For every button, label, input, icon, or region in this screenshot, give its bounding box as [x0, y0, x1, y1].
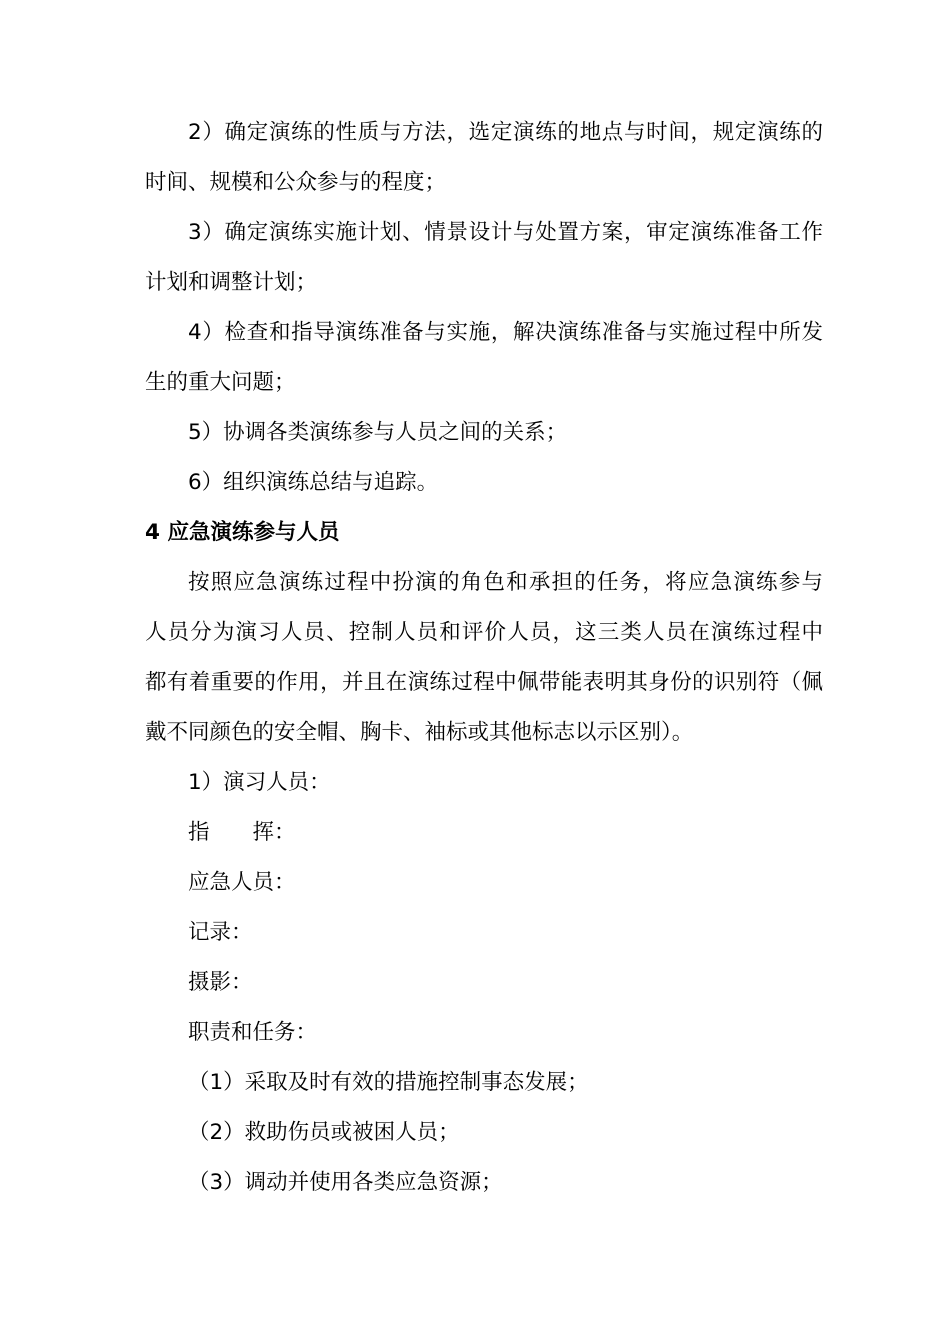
list-item: （2）救助伤员或被困人员；: [188, 1120, 460, 1145]
paragraph-line: 计划和调整计划；: [145, 270, 318, 295]
paragraph-line: 5）协调各类演练参与人员之间的关系；: [188, 420, 568, 445]
list-item: 职责和任务：: [188, 1020, 318, 1045]
paragraph-line: 时间、规模和公众参与的程度；: [145, 170, 447, 195]
paragraph-line: 6）组织演练总结与追踪。: [188, 470, 439, 495]
paragraph-line: 生的重大问题；: [145, 370, 296, 395]
paragraph-line: 按照应急演练过程中扮演的角色和承担的任务，将应急演练参与: [188, 570, 823, 595]
list-item: 1）演习人员：: [188, 770, 331, 795]
paragraph-line: 都有着重要的作用，并且在演练过程中佩带能表明其身份的识别符（佩: [145, 670, 823, 695]
paragraph-line: 3）确定演练实施计划、情景设计与处置方案，审定演练准备工作: [188, 220, 823, 245]
document-body: [145, 108, 823, 1208]
list-item: 记录：: [188, 920, 253, 945]
list-item: 应急人员：: [188, 870, 296, 895]
section-heading: 4 应急演练参与人员: [145, 520, 340, 545]
paragraph-line: 戴不同颜色的安全帽、胸卡、袖标或其他标志以示区别）。: [145, 720, 694, 745]
list-item: （3）调动并使用各类应急资源；: [188, 1170, 503, 1195]
paragraph-line: 人员分为演习人员、控制人员和评价人员，这三类人员在演练过程中: [145, 620, 823, 645]
paragraph-line: 4）检查和指导演练准备与实施，解决演练准备与实施过程中所发: [188, 320, 823, 345]
list-item: （1）采取及时有效的措施控制事态发展；: [188, 1070, 589, 1095]
list-item: 指 挥：: [188, 820, 296, 845]
list-item: 摄影：: [188, 970, 253, 995]
paragraph-line: 2）确定演练的性质与方法，选定演练的地点与时间，规定演练的: [188, 120, 823, 145]
